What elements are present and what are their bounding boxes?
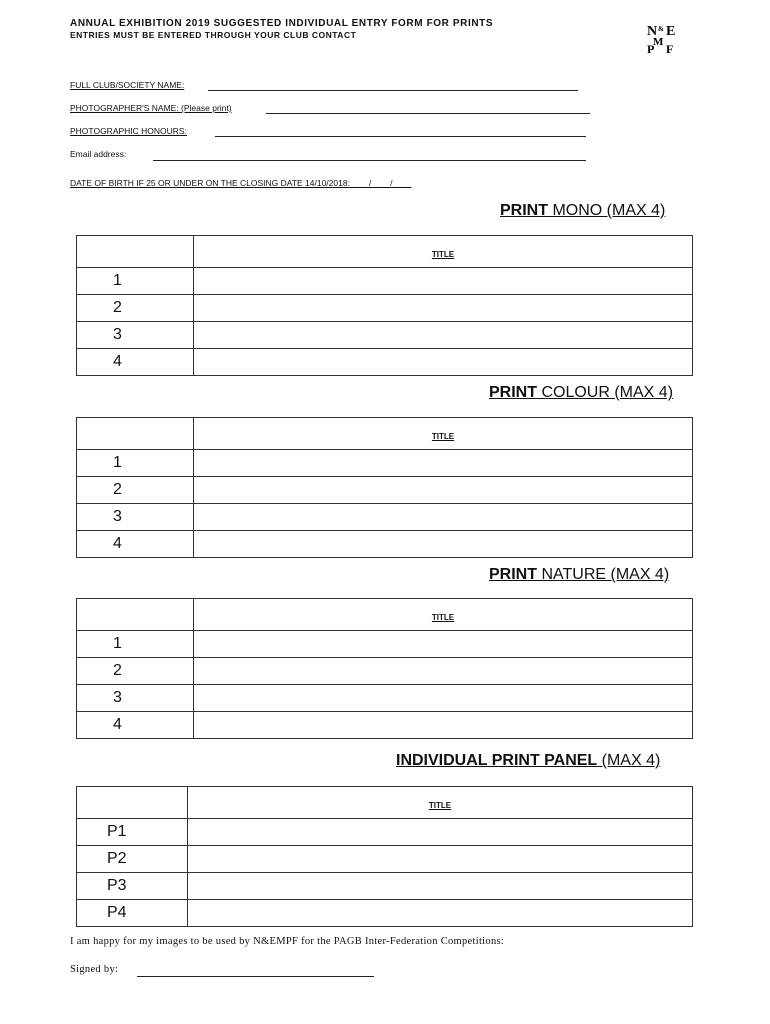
entry-title-cell[interactable] xyxy=(194,631,693,658)
svg-text:M: M xyxy=(653,36,664,48)
entry-title-cell[interactable] xyxy=(194,349,693,376)
table-row xyxy=(77,268,693,295)
table-row xyxy=(77,685,693,712)
entry-number: 4 xyxy=(77,531,194,558)
entry-number: P1 xyxy=(77,819,188,846)
section-title-rest: MONO (MAX 4) xyxy=(548,202,666,219)
section-title-panel xyxy=(396,752,660,770)
table-header-row xyxy=(77,787,693,819)
entry-title-cell[interactable] xyxy=(188,873,693,900)
number-header-cell xyxy=(77,418,194,450)
section-title-rest: COLOUR (MAX 4) xyxy=(537,384,674,401)
dob-field[interactable] xyxy=(70,178,411,188)
svg-text:P: P xyxy=(647,42,655,54)
entry-title-cell[interactable] xyxy=(194,268,693,295)
signature-row xyxy=(70,964,118,975)
table-row xyxy=(77,819,693,846)
photographer-name-label: PHOTOGRAPHER'S NAME: (Please print) xyxy=(70,103,232,113)
form-title: ANNUAL EXHIBITION 2019 SUGGESTED INDIVIDUAL ENTRY FORM FOR PRINTS xyxy=(70,18,494,29)
section-title-colour xyxy=(489,384,673,402)
entry-title-cell[interactable] xyxy=(194,712,693,739)
table-row xyxy=(77,712,693,739)
table-row xyxy=(77,450,693,477)
entry-number: P4 xyxy=(77,900,188,927)
entry-number: 3 xyxy=(77,322,194,349)
entry-title-cell[interactable] xyxy=(194,504,693,531)
entry-number: 2 xyxy=(77,295,194,322)
photographer-name-field[interactable] xyxy=(70,103,232,113)
table-row xyxy=(77,631,693,658)
entry-title-cell[interactable] xyxy=(194,658,693,685)
section-title-rest: (MAX 4) xyxy=(597,752,661,769)
entry-table-nature xyxy=(76,598,693,739)
table-row xyxy=(77,295,693,322)
signed-by-label: Signed by: xyxy=(70,964,119,975)
table-header-row xyxy=(77,599,693,631)
table-row xyxy=(77,504,693,531)
entry-title-cell[interactable] xyxy=(194,295,693,322)
email-label: Email address: xyxy=(70,149,127,159)
section-title-rest: NATURE (MAX 4) xyxy=(537,566,670,583)
svg-text:&: & xyxy=(658,25,664,33)
entry-title-cell[interactable] xyxy=(188,900,693,927)
entry-number: 4 xyxy=(77,349,194,376)
nempf-logo-icon xyxy=(646,22,680,54)
club-name-line[interactable] xyxy=(208,90,578,91)
section-title-nature xyxy=(489,566,669,584)
table-row xyxy=(77,900,693,927)
honours-line[interactable] xyxy=(215,136,586,137)
table-header-row xyxy=(77,418,693,450)
number-header-cell xyxy=(77,787,188,819)
table-row xyxy=(77,349,693,376)
title-header-cell: TITLE xyxy=(194,599,693,631)
number-header-cell xyxy=(77,599,194,631)
section-title-bold: INDIVIDUAL PRINT PANEL xyxy=(396,752,598,769)
section-title-bold: PRINT xyxy=(489,566,537,583)
email-line[interactable] xyxy=(153,160,586,161)
club-name-field[interactable] xyxy=(70,80,184,90)
entry-title-cell[interactable] xyxy=(194,685,693,712)
entry-number: 4 xyxy=(77,712,194,739)
svg-text:N: N xyxy=(647,24,658,39)
table-row xyxy=(77,846,693,873)
entry-table-colour xyxy=(76,417,693,558)
entry-title-cell[interactable] xyxy=(194,531,693,558)
entry-number: P3 xyxy=(77,873,188,900)
title-header-cell: TITLE xyxy=(188,787,693,819)
form-subtitle: ENTRIES MUST BE ENTERED THROUGH YOUR CLUB CONTACT xyxy=(70,30,357,40)
form-header xyxy=(70,17,493,41)
entry-number: 1 xyxy=(77,450,194,477)
email-field[interactable] xyxy=(70,149,126,159)
entry-number: P2 xyxy=(77,846,188,873)
title-header-cell: TITLE xyxy=(194,236,693,268)
table-row xyxy=(77,873,693,900)
entry-title-cell[interactable] xyxy=(194,322,693,349)
entry-number: 1 xyxy=(77,631,194,658)
section-title-bold: PRINT xyxy=(500,202,548,219)
section-title-bold: PRINT xyxy=(489,384,537,401)
consent-statement: I am happy for my images to be used by N&EMPF for the PAGB Inter-Federation Competitions: xyxy=(70,936,505,947)
dob-label: DATE OF BIRTH IF 25 OR UNDER ON THE CLOSING DATE 14/10/2018: ___ /____/____ xyxy=(70,178,412,188)
honours-label: PHOTOGRAPHIC HONOURS: xyxy=(70,126,187,136)
honours-field[interactable] xyxy=(70,126,187,136)
signature-line[interactable] xyxy=(137,976,374,977)
entry-table-mono xyxy=(76,235,693,376)
entry-number: 2 xyxy=(77,477,194,504)
number-header-cell xyxy=(77,236,194,268)
entry-number: 1 xyxy=(77,268,194,295)
entry-table-panel xyxy=(76,786,693,927)
entry-title-cell[interactable] xyxy=(194,450,693,477)
entry-title-cell[interactable] xyxy=(188,819,693,846)
table-row xyxy=(77,322,693,349)
svg-text:F: F xyxy=(666,42,674,54)
entry-number: 2 xyxy=(77,658,194,685)
title-header-cell: TITLE xyxy=(194,418,693,450)
photographer-name-line[interactable] xyxy=(266,113,590,114)
entry-title-cell[interactable] xyxy=(188,846,693,873)
svg-text:E: E xyxy=(666,24,676,39)
entry-number: 3 xyxy=(77,685,194,712)
table-row xyxy=(77,477,693,504)
section-title-mono xyxy=(500,202,665,220)
table-header-row xyxy=(77,236,693,268)
entry-title-cell[interactable] xyxy=(194,477,693,504)
table-row xyxy=(77,658,693,685)
club-name-label: FULL CLUB/SOCIETY NAME: xyxy=(70,80,185,90)
table-row xyxy=(77,531,693,558)
entry-number: 3 xyxy=(77,504,194,531)
